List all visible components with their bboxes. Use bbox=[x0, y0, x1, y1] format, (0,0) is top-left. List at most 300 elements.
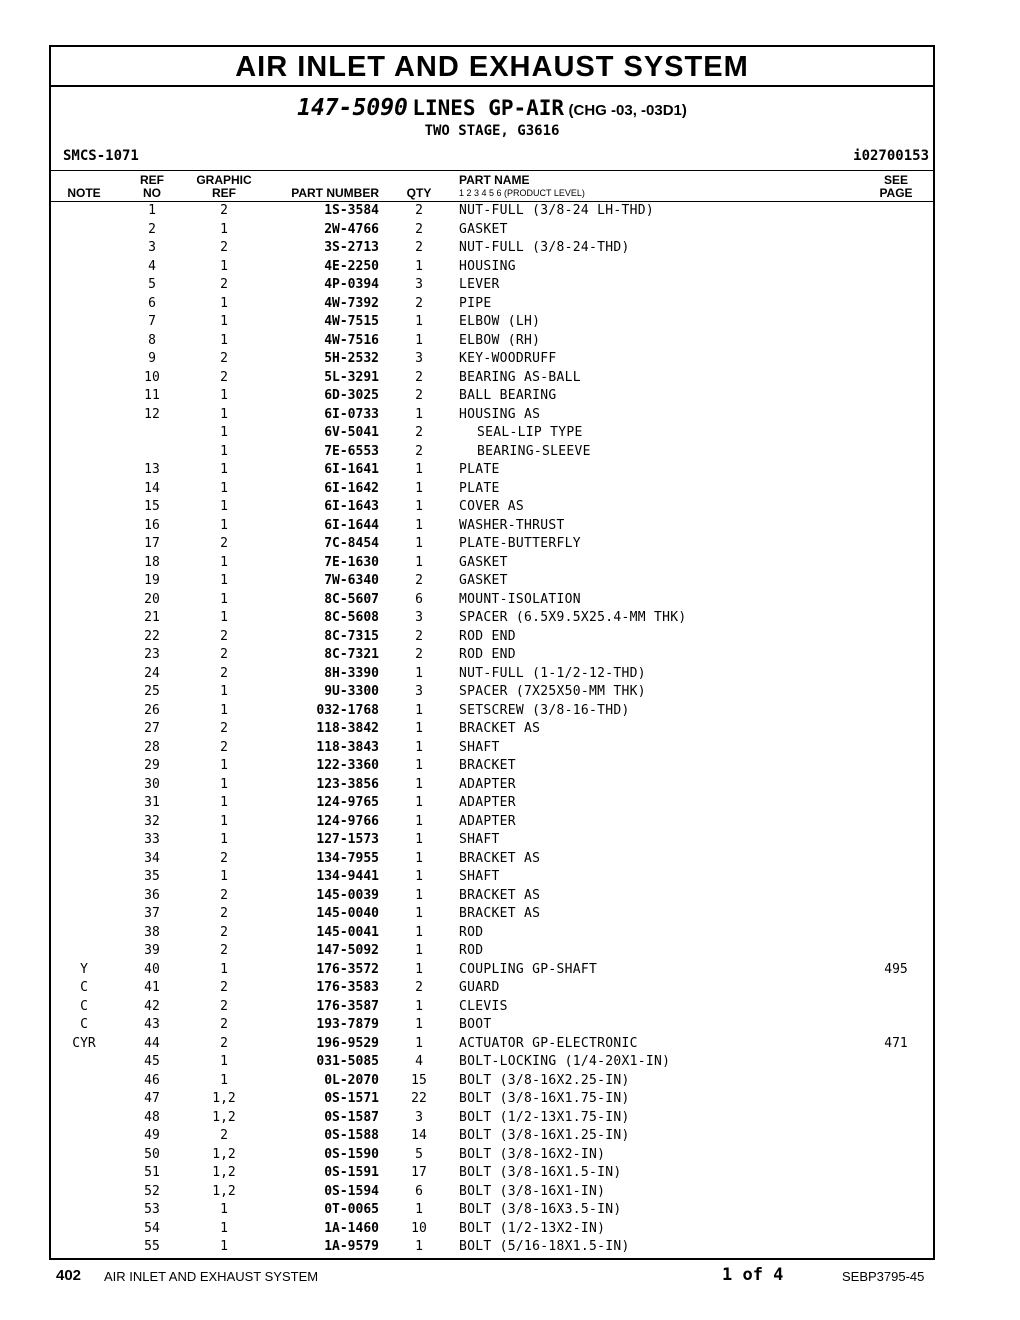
ref-number: 21 bbox=[144, 610, 160, 625]
ref-number: 13 bbox=[144, 462, 160, 477]
graphic-ref: 1 bbox=[220, 221, 228, 237]
part-number: 0S-1571 bbox=[324, 1091, 379, 1106]
col-ref-line1: REF bbox=[140, 173, 164, 187]
graphic-ref: 1 bbox=[220, 406, 228, 422]
quantity: 2 bbox=[415, 295, 423, 311]
group-heading bbox=[51, 94, 933, 122]
quantity: 2 bbox=[415, 980, 423, 995]
parts-list-frame bbox=[49, 45, 935, 1260]
table-row bbox=[51, 924, 933, 943]
part-name: BRACKET bbox=[459, 758, 516, 773]
table-row bbox=[51, 1146, 933, 1165]
ref-number: 18 bbox=[144, 554, 160, 570]
ref-number: 54 bbox=[144, 1220, 160, 1236]
part-name: BOLT (1/2-13X1.75-IN) bbox=[459, 1109, 630, 1125]
table-row bbox=[51, 276, 933, 295]
part-number: 6I-0733 bbox=[324, 406, 379, 422]
part-name: MOUNT-ISOLATION bbox=[459, 591, 581, 607]
see-page: 471 bbox=[884, 1035, 908, 1051]
ref-number: 24 bbox=[144, 665, 160, 681]
table-row bbox=[51, 720, 933, 739]
part-number: 145-0041 bbox=[316, 924, 379, 940]
graphic-ref: 2 bbox=[220, 998, 228, 1014]
quantity: 1 bbox=[415, 924, 423, 940]
table-row bbox=[51, 942, 933, 961]
part-number: 8C-5608 bbox=[324, 610, 379, 625]
code-line bbox=[51, 140, 933, 171]
ref-number: 51 bbox=[144, 1165, 160, 1180]
table-row bbox=[51, 239, 933, 258]
table-row bbox=[51, 313, 933, 332]
ref-number: 50 bbox=[144, 1146, 160, 1162]
part-name: BOLT (3/8-16X1.25-IN) bbox=[459, 1128, 630, 1143]
ref-number: 20 bbox=[144, 591, 160, 607]
graphic-ref: 2 bbox=[220, 721, 228, 736]
graphic-ref: 1 bbox=[220, 813, 228, 829]
graphic-ref: 1 bbox=[220, 314, 228, 329]
part-name: ROD bbox=[459, 924, 484, 940]
ref-number: 4 bbox=[148, 258, 156, 274]
note-cell: CYR bbox=[72, 1035, 96, 1051]
table-row bbox=[51, 1220, 933, 1239]
table-row bbox=[51, 1090, 933, 1109]
part-name: PLATE bbox=[459, 480, 500, 496]
graphic-ref: 1 bbox=[220, 480, 228, 496]
note-cell: C bbox=[80, 980, 88, 995]
ref-number: 8 bbox=[148, 332, 156, 348]
ref-number: 49 bbox=[144, 1128, 160, 1143]
part-name: ADAPTER bbox=[459, 795, 516, 810]
part-number: 134-9441 bbox=[316, 869, 379, 884]
graphic-ref: 1,2 bbox=[212, 1165, 236, 1180]
table-row bbox=[51, 628, 933, 647]
col-note: NOTE bbox=[67, 186, 101, 200]
graphic-ref: 1 bbox=[220, 295, 228, 311]
quantity: 1 bbox=[415, 1035, 423, 1051]
table-row bbox=[51, 665, 933, 684]
ref-number: 6 bbox=[148, 295, 156, 311]
graphic-ref: 1,2 bbox=[212, 1109, 236, 1125]
ref-number: 31 bbox=[144, 795, 160, 810]
quantity: 22 bbox=[411, 1091, 427, 1106]
graphic-ref: 1,2 bbox=[212, 1183, 236, 1199]
table-row bbox=[51, 757, 933, 776]
ref-number: 7 bbox=[148, 314, 156, 329]
table-row bbox=[51, 868, 933, 887]
ref-number: 2 bbox=[148, 221, 156, 237]
graphic-ref: 1 bbox=[220, 684, 228, 699]
graphic-ref: 1,2 bbox=[212, 1146, 236, 1162]
quantity: 4 bbox=[415, 1054, 423, 1069]
ref-number: 40 bbox=[144, 961, 160, 977]
quantity: 1 bbox=[415, 332, 423, 348]
graphic-ref: 1 bbox=[220, 554, 228, 570]
quantity: 1 bbox=[415, 517, 423, 533]
table-row bbox=[51, 554, 933, 573]
table-row bbox=[51, 591, 933, 610]
quantity: 3 bbox=[415, 277, 423, 292]
quantity: 2 bbox=[415, 628, 423, 644]
part-number: 2W-4766 bbox=[324, 221, 379, 237]
part-name: BOLT (3/8-16X1.5-IN) bbox=[459, 1165, 622, 1180]
part-name: NUT-FULL (3/8-24-THD) bbox=[459, 240, 630, 255]
part-number: 5L-3291 bbox=[324, 369, 379, 385]
graphic-ref: 1 bbox=[220, 961, 228, 977]
graphic-ref: 2 bbox=[220, 665, 228, 681]
part-name: GASKET bbox=[459, 221, 508, 237]
quantity: 3 bbox=[415, 351, 423, 366]
graphic-ref: 1 bbox=[220, 462, 228, 477]
part-name: BRACKET AS bbox=[459, 850, 541, 866]
graphic-ref: 1 bbox=[220, 1220, 228, 1236]
quantity: 1 bbox=[415, 1239, 423, 1254]
ref-number: 48 bbox=[144, 1109, 160, 1125]
graphic-ref: 1 bbox=[220, 1239, 228, 1254]
publication-number: SEBP3795-45 bbox=[842, 1269, 925, 1284]
table-row bbox=[51, 461, 933, 480]
graphic-ref: 2 bbox=[220, 1128, 228, 1143]
graphic-ref: 1 bbox=[220, 499, 228, 514]
ref-number: 30 bbox=[144, 776, 160, 792]
quantity: 2 bbox=[415, 443, 423, 459]
table-row bbox=[51, 535, 933, 554]
part-name: KEY-WOODRUFF bbox=[459, 351, 557, 366]
table-row bbox=[51, 498, 933, 517]
quantity: 5 bbox=[415, 1146, 423, 1162]
part-name: BOLT (3/8-16X3.5-IN) bbox=[459, 1202, 622, 1217]
ref-number: 37 bbox=[144, 906, 160, 921]
part-number: 0L-2070 bbox=[324, 1072, 379, 1088]
table-row bbox=[51, 609, 933, 628]
col-product-levels: 1 2 3 4 5 6 (PRODUCT LEVEL) bbox=[459, 188, 585, 198]
part-name: ADAPTER bbox=[459, 813, 516, 829]
quantity: 2 bbox=[415, 647, 423, 662]
quantity: 3 bbox=[415, 610, 423, 625]
ref-number: 39 bbox=[144, 943, 160, 958]
part-number: 7C-8454 bbox=[324, 536, 379, 551]
ref-number: 15 bbox=[144, 499, 160, 514]
table-row bbox=[51, 905, 933, 924]
graphic-ref: 1 bbox=[220, 869, 228, 884]
part-number: 4W-7392 bbox=[324, 295, 379, 311]
part-name: NUT-FULL (3/8-24 LH-THD) bbox=[459, 203, 655, 218]
quantity: 1 bbox=[415, 813, 423, 829]
part-number: 6D-3025 bbox=[324, 388, 379, 403]
part-name: BOLT (1/2-13X2-IN) bbox=[459, 1220, 606, 1236]
ref-number: 22 bbox=[144, 628, 160, 644]
part-name: ADAPTER bbox=[459, 776, 516, 792]
quantity: 1 bbox=[415, 906, 423, 921]
graphic-ref: 2 bbox=[220, 277, 228, 292]
ref-number: 44 bbox=[144, 1035, 160, 1051]
part-name: BOLT (3/8-16X1-IN) bbox=[459, 1183, 606, 1199]
quantity: 1 bbox=[415, 887, 423, 903]
graphic-ref: 2 bbox=[220, 943, 228, 958]
part-number: 9U-3300 bbox=[324, 684, 379, 699]
graphic-ref: 1 bbox=[220, 610, 228, 625]
part-name: ACTUATOR GP-ELECTRONIC bbox=[459, 1035, 638, 1051]
quantity: 2 bbox=[415, 203, 423, 218]
part-number: 134-7955 bbox=[316, 850, 379, 866]
graphic-ref: 1 bbox=[220, 573, 228, 588]
ref-number: 29 bbox=[144, 758, 160, 773]
graphic-ref: 2 bbox=[220, 203, 228, 218]
part-name: SPACER (6.5X9.5X25.4-MM THK) bbox=[459, 610, 687, 625]
col-ref-line2: NO bbox=[143, 186, 161, 200]
part-name: COVER AS bbox=[459, 499, 525, 514]
quantity: 2 bbox=[415, 221, 423, 237]
part-name: BOLT-LOCKING (1/4-20X1-IN) bbox=[459, 1054, 671, 1069]
col-graphic-line1: GRAPHIC bbox=[196, 173, 252, 187]
graphic-ref: 1 bbox=[220, 332, 228, 348]
ref-number: 1 bbox=[148, 203, 156, 218]
part-number: 3S-2713 bbox=[324, 240, 379, 255]
col-graphic-line2: REF bbox=[212, 186, 236, 200]
part-name: GASKET bbox=[459, 554, 508, 570]
table-row bbox=[51, 517, 933, 536]
table-row bbox=[51, 295, 933, 314]
graphic-ref: 2 bbox=[220, 1017, 228, 1032]
graphic-ref: 1 bbox=[220, 702, 228, 718]
part-name: ROD bbox=[459, 943, 484, 958]
graphic-ref: 2 bbox=[220, 739, 228, 755]
table-row bbox=[51, 739, 933, 758]
quantity: 1 bbox=[415, 795, 423, 810]
part-name: BRACKET AS bbox=[459, 887, 541, 903]
table-row bbox=[51, 887, 933, 906]
graphic-ref: 1 bbox=[220, 795, 228, 810]
part-number: 5H-2532 bbox=[324, 351, 379, 366]
ref-number: 55 bbox=[144, 1239, 160, 1254]
page-footer bbox=[0, 1265, 1020, 1289]
graphic-ref: 1 bbox=[220, 425, 228, 440]
table-row bbox=[51, 1016, 933, 1035]
group-change: (CHG -03, -03D1) bbox=[568, 102, 687, 119]
part-number: 147-5092 bbox=[316, 943, 379, 958]
part-number: 8H-3390 bbox=[324, 665, 379, 681]
part-name: BOLT (3/8-16X2-IN) bbox=[459, 1146, 606, 1162]
part-number: 176-3587 bbox=[316, 998, 379, 1014]
part-number: 7E-1630 bbox=[324, 554, 379, 570]
part-number: 8C-7315 bbox=[324, 628, 379, 644]
part-number: 0S-1588 bbox=[324, 1128, 379, 1143]
page-title: AIR INLET AND EXHAUST SYSTEM bbox=[51, 47, 933, 87]
part-number: 6I-1641 bbox=[324, 462, 379, 477]
quantity: 1 bbox=[415, 721, 423, 736]
ref-number: 11 bbox=[144, 388, 160, 403]
graphic-ref: 1 bbox=[220, 758, 228, 773]
part-name: SHAFT bbox=[459, 869, 500, 884]
graphic-ref: 2 bbox=[220, 240, 228, 255]
ref-number: 14 bbox=[144, 480, 160, 496]
part-name: BOLT (3/8-16X2.25-IN) bbox=[459, 1072, 630, 1088]
note-cell: Y bbox=[80, 961, 88, 977]
part-number: 0T-0065 bbox=[324, 1202, 379, 1217]
table-row bbox=[51, 221, 933, 240]
part-number: 4W-7515 bbox=[324, 314, 379, 329]
part-number: 1A-9579 bbox=[324, 1239, 379, 1254]
quantity: 1 bbox=[415, 758, 423, 773]
quantity: 14 bbox=[411, 1128, 427, 1143]
ref-number: 23 bbox=[144, 647, 160, 662]
quantity: 2 bbox=[415, 388, 423, 403]
graphic-ref: 2 bbox=[220, 351, 228, 366]
graphic-ref: 1 bbox=[220, 591, 228, 607]
quantity: 1 bbox=[415, 536, 423, 551]
part-number: 032-1768 bbox=[316, 702, 379, 718]
table-row bbox=[51, 776, 933, 795]
graphic-ref: 2 bbox=[220, 906, 228, 921]
part-number: 7E-6553 bbox=[324, 443, 379, 459]
quantity: 1 bbox=[415, 869, 423, 884]
graphic-ref: 2 bbox=[220, 628, 228, 644]
ref-number: 45 bbox=[144, 1054, 160, 1069]
part-name: HOUSING AS bbox=[459, 406, 541, 422]
table-row bbox=[51, 1072, 933, 1091]
table-row bbox=[51, 406, 933, 425]
smcs-code: SMCS-1071 bbox=[63, 148, 139, 164]
quantity: 1 bbox=[415, 850, 423, 866]
table-row bbox=[51, 424, 933, 443]
note-cell: C bbox=[80, 1017, 88, 1032]
quantity: 1 bbox=[415, 499, 423, 514]
col-part-name: PART NAME bbox=[459, 173, 530, 187]
part-name: BRACKET AS bbox=[459, 906, 541, 921]
part-number: 8C-7321 bbox=[324, 647, 379, 662]
group-name: LINES GP-AIR bbox=[412, 96, 565, 120]
ref-number: 26 bbox=[144, 702, 160, 718]
part-name: SEAL-LIP TYPE bbox=[477, 425, 583, 440]
part-name: HOUSING bbox=[459, 258, 516, 274]
ref-number: 12 bbox=[144, 406, 160, 422]
part-number: 0S-1594 bbox=[324, 1183, 379, 1199]
group-number: 147-5090 bbox=[297, 95, 408, 121]
graphic-ref: 2 bbox=[220, 647, 228, 662]
part-name: BALL BEARING bbox=[459, 388, 557, 403]
quantity: 3 bbox=[415, 684, 423, 699]
table-row bbox=[51, 1127, 933, 1146]
table-row bbox=[51, 831, 933, 850]
ref-number: 16 bbox=[144, 517, 160, 533]
ref-number: 38 bbox=[144, 924, 160, 940]
ref-number: 28 bbox=[144, 739, 160, 755]
table-row bbox=[51, 1238, 933, 1257]
quantity: 1 bbox=[415, 406, 423, 422]
table-row bbox=[51, 572, 933, 591]
ref-number: 17 bbox=[144, 536, 160, 551]
graphic-ref: 1 bbox=[220, 1072, 228, 1088]
ref-number: 47 bbox=[144, 1091, 160, 1106]
ref-number: 35 bbox=[144, 869, 160, 884]
footer-section-title: AIR INLET AND EXHAUST SYSTEM bbox=[104, 1269, 319, 1284]
part-name: ROD END bbox=[459, 647, 516, 662]
quantity: 1 bbox=[415, 258, 423, 274]
part-name: PIPE bbox=[459, 295, 492, 311]
part-number: 1S-3584 bbox=[324, 203, 379, 218]
ref-number: 43 bbox=[144, 1017, 160, 1032]
part-number: 193-7879 bbox=[316, 1017, 379, 1032]
part-name: BEARING AS-BALL bbox=[459, 369, 581, 385]
sheet-indicator: 1 of 4 bbox=[722, 1265, 784, 1285]
graphic-ref: 1 bbox=[220, 1054, 228, 1069]
part-name: BRACKET AS bbox=[459, 721, 541, 736]
quantity: 1 bbox=[415, 1202, 423, 1217]
quantity: 1 bbox=[415, 480, 423, 496]
table-row bbox=[51, 202, 933, 221]
part-number: 0S-1591 bbox=[324, 1165, 379, 1180]
ref-number: 34 bbox=[144, 850, 160, 866]
quantity: 1 bbox=[415, 702, 423, 718]
graphic-ref: 1 bbox=[220, 258, 228, 274]
graphic-ref: 1 bbox=[220, 1202, 228, 1217]
graphic-ref: 1 bbox=[220, 388, 228, 403]
part-name: LEVER bbox=[459, 277, 500, 292]
quantity: 1 bbox=[415, 1017, 423, 1032]
quantity: 1 bbox=[415, 943, 423, 958]
ref-number: 53 bbox=[144, 1202, 160, 1217]
part-number: 6I-1643 bbox=[324, 499, 379, 514]
page-number: 402 bbox=[56, 1267, 82, 1284]
ref-number: 42 bbox=[144, 998, 160, 1014]
quantity: 6 bbox=[415, 591, 423, 607]
part-name: ELBOW (LH) bbox=[459, 314, 541, 329]
part-number: 1A-1460 bbox=[324, 1220, 379, 1236]
quantity: 1 bbox=[415, 998, 423, 1014]
graphic-ref: 1 bbox=[220, 443, 228, 459]
quantity: 1 bbox=[415, 961, 423, 977]
ref-number: 5 bbox=[148, 277, 156, 292]
graphic-ref: 1 bbox=[220, 517, 228, 533]
part-number: 6I-1642 bbox=[324, 480, 379, 496]
quantity: 1 bbox=[415, 665, 423, 681]
ref-number: 52 bbox=[144, 1183, 160, 1199]
part-name: SHAFT bbox=[459, 832, 500, 847]
table-row bbox=[51, 350, 933, 369]
note-cell: C bbox=[80, 998, 88, 1014]
table-row bbox=[51, 1164, 933, 1183]
table-row bbox=[51, 683, 933, 702]
quantity: 3 bbox=[415, 1109, 423, 1125]
graphic-ref: 1,2 bbox=[212, 1091, 236, 1106]
table-row bbox=[51, 1035, 933, 1054]
table-row bbox=[51, 646, 933, 665]
col-see-line2: PAGE bbox=[879, 186, 913, 200]
table-row bbox=[51, 979, 933, 998]
table-row bbox=[51, 1183, 933, 1202]
ref-number: 9 bbox=[148, 351, 156, 366]
col-see-line1: SEE bbox=[883, 173, 908, 187]
column-headers bbox=[51, 171, 933, 202]
quantity: 1 bbox=[415, 314, 423, 329]
quantity: 10 bbox=[411, 1220, 427, 1236]
ref-number: 10 bbox=[144, 369, 160, 385]
graphic-ref: 2 bbox=[220, 887, 228, 903]
part-number: 124-9765 bbox=[316, 795, 379, 810]
part-number: 118-3843 bbox=[316, 739, 379, 755]
graphic-ref: 1 bbox=[220, 776, 228, 792]
quantity: 1 bbox=[415, 739, 423, 755]
part-name: SPACER (7X25X50-MM THK) bbox=[459, 684, 646, 699]
graphic-ref: 2 bbox=[220, 980, 228, 995]
quantity: 1 bbox=[415, 776, 423, 792]
quantity: 15 bbox=[411, 1072, 427, 1088]
part-name: ROD END bbox=[459, 628, 516, 644]
part-number: 176-3572 bbox=[316, 961, 379, 977]
part-number: 176-3583 bbox=[316, 980, 379, 995]
col-qty: QTY bbox=[406, 186, 432, 200]
quantity: 1 bbox=[415, 554, 423, 570]
graphic-ref: 1 bbox=[220, 832, 228, 847]
